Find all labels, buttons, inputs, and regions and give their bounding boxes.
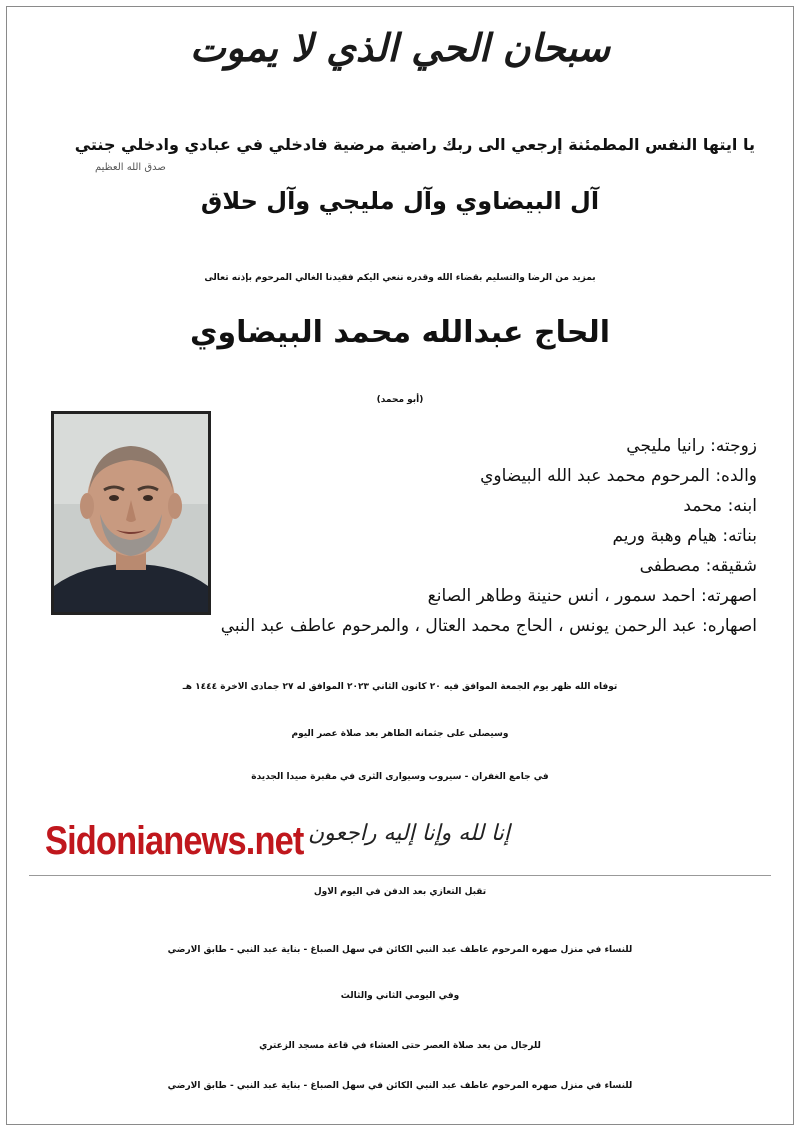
relatives-list bbox=[217, 431, 757, 641]
relative-value: رانيا مليجي bbox=[626, 436, 705, 456]
relative-father bbox=[217, 461, 757, 491]
relative-brothers-in-law bbox=[217, 611, 757, 641]
deceased-name: الحاج عبدالله محمد البيضاوي bbox=[189, 315, 611, 350]
inna-lillah-calligraphy: إنا لله وإنا إليه راجعون bbox=[308, 821, 510, 846]
relative-label: بناته: bbox=[722, 526, 757, 546]
relative-wife bbox=[217, 431, 757, 461]
relative-brother bbox=[217, 551, 757, 581]
relative-value: هيام وهبة وريم bbox=[612, 526, 717, 546]
divider bbox=[29, 875, 771, 876]
relative-value: المرحوم محمد عبد الله البيضاوي bbox=[480, 466, 710, 486]
relative-label: شقيقه: bbox=[705, 556, 757, 576]
site-watermark: Sidonianews.net bbox=[45, 819, 304, 863]
verse-source: صدق الله العظيم bbox=[95, 162, 166, 173]
condolences-men: للرجال من بعد صلاة العصر حتى العشاء في قاعة مسجد الزعتري bbox=[259, 1041, 541, 1051]
funeral-prayer: وسيصلى على جثمانه الطاهر بعد صلاة عصر اليوم bbox=[291, 729, 509, 739]
relative-label: ابنه: bbox=[727, 496, 757, 516]
death-announcement: توفاه الله ظهر يوم الجمعة الموافق فيه ٢٠ كانون الثاني ٢٠٢٣ الموافق له ٢٧ جمادى الاخرة ١٤٤٤ هـ bbox=[182, 682, 618, 692]
condolences-days-heading: وفي اليومي الثاني والثالث bbox=[340, 991, 460, 1001]
condolences-title: تقبل التعازي بعد الدفن في اليوم الاول bbox=[313, 887, 487, 897]
relative-sons-in-law bbox=[217, 581, 757, 611]
quran-verse: يا ايتها النفس المطمئنة إرجعي الى ربك راضية مرضية فادخلي في عبادي وادخلي جنتي bbox=[74, 135, 755, 154]
condolences-women-days-2-3: للنساء في منزل صهره المرحوم عاطف عبد النبي الكائن في سهل الصباغ - بناية عبد النبي - طابق الارضي bbox=[167, 1081, 633, 1091]
intro-text: بمزيد من الرضا والتسليم بقضاء الله وقدره ننعي اليكم فقيدنا الغالي المرحوم بإذنه تعالى bbox=[204, 273, 596, 283]
portrait-illustration bbox=[54, 414, 208, 612]
family-names: آل البيضاوي وآل مليجي وآل حلاق bbox=[200, 187, 600, 215]
relative-label: اصهاره: bbox=[701, 616, 757, 636]
relative-value: احمد سمور ، انس حنينة وطاهر الصانع bbox=[427, 586, 696, 606]
relative-label: زوجته: bbox=[710, 436, 757, 456]
relative-son bbox=[217, 491, 757, 521]
relative-value: مصطفى bbox=[639, 556, 701, 576]
calligraphy-heading: سبحان الحي الذي لا يموت bbox=[189, 25, 611, 70]
relative-label: والده: bbox=[715, 466, 757, 486]
deceased-photo bbox=[51, 411, 211, 615]
relative-label: اصهرته: bbox=[701, 586, 757, 606]
relative-value: عبد الرحمن يونس ، الحاج محمد العتال ، والمرحوم عاطف عبد النبي bbox=[220, 616, 697, 636]
deceased-kunya: (أبو محمد) bbox=[376, 395, 424, 405]
relative-value: محمد bbox=[683, 496, 723, 516]
relative-daughters bbox=[217, 521, 757, 551]
condolences-women-day1: للنساء في منزل صهره المرحوم عاطف عبد النبي الكائن في سهل الصباغ - بناية عبد النبي - طابق الارضي bbox=[167, 945, 633, 955]
burial-location: في جامع الغفران - سيروب وسيوارى الثرى في مقبرة صيدا الجديدة bbox=[251, 772, 549, 782]
obituary-notice bbox=[6, 6, 794, 1125]
